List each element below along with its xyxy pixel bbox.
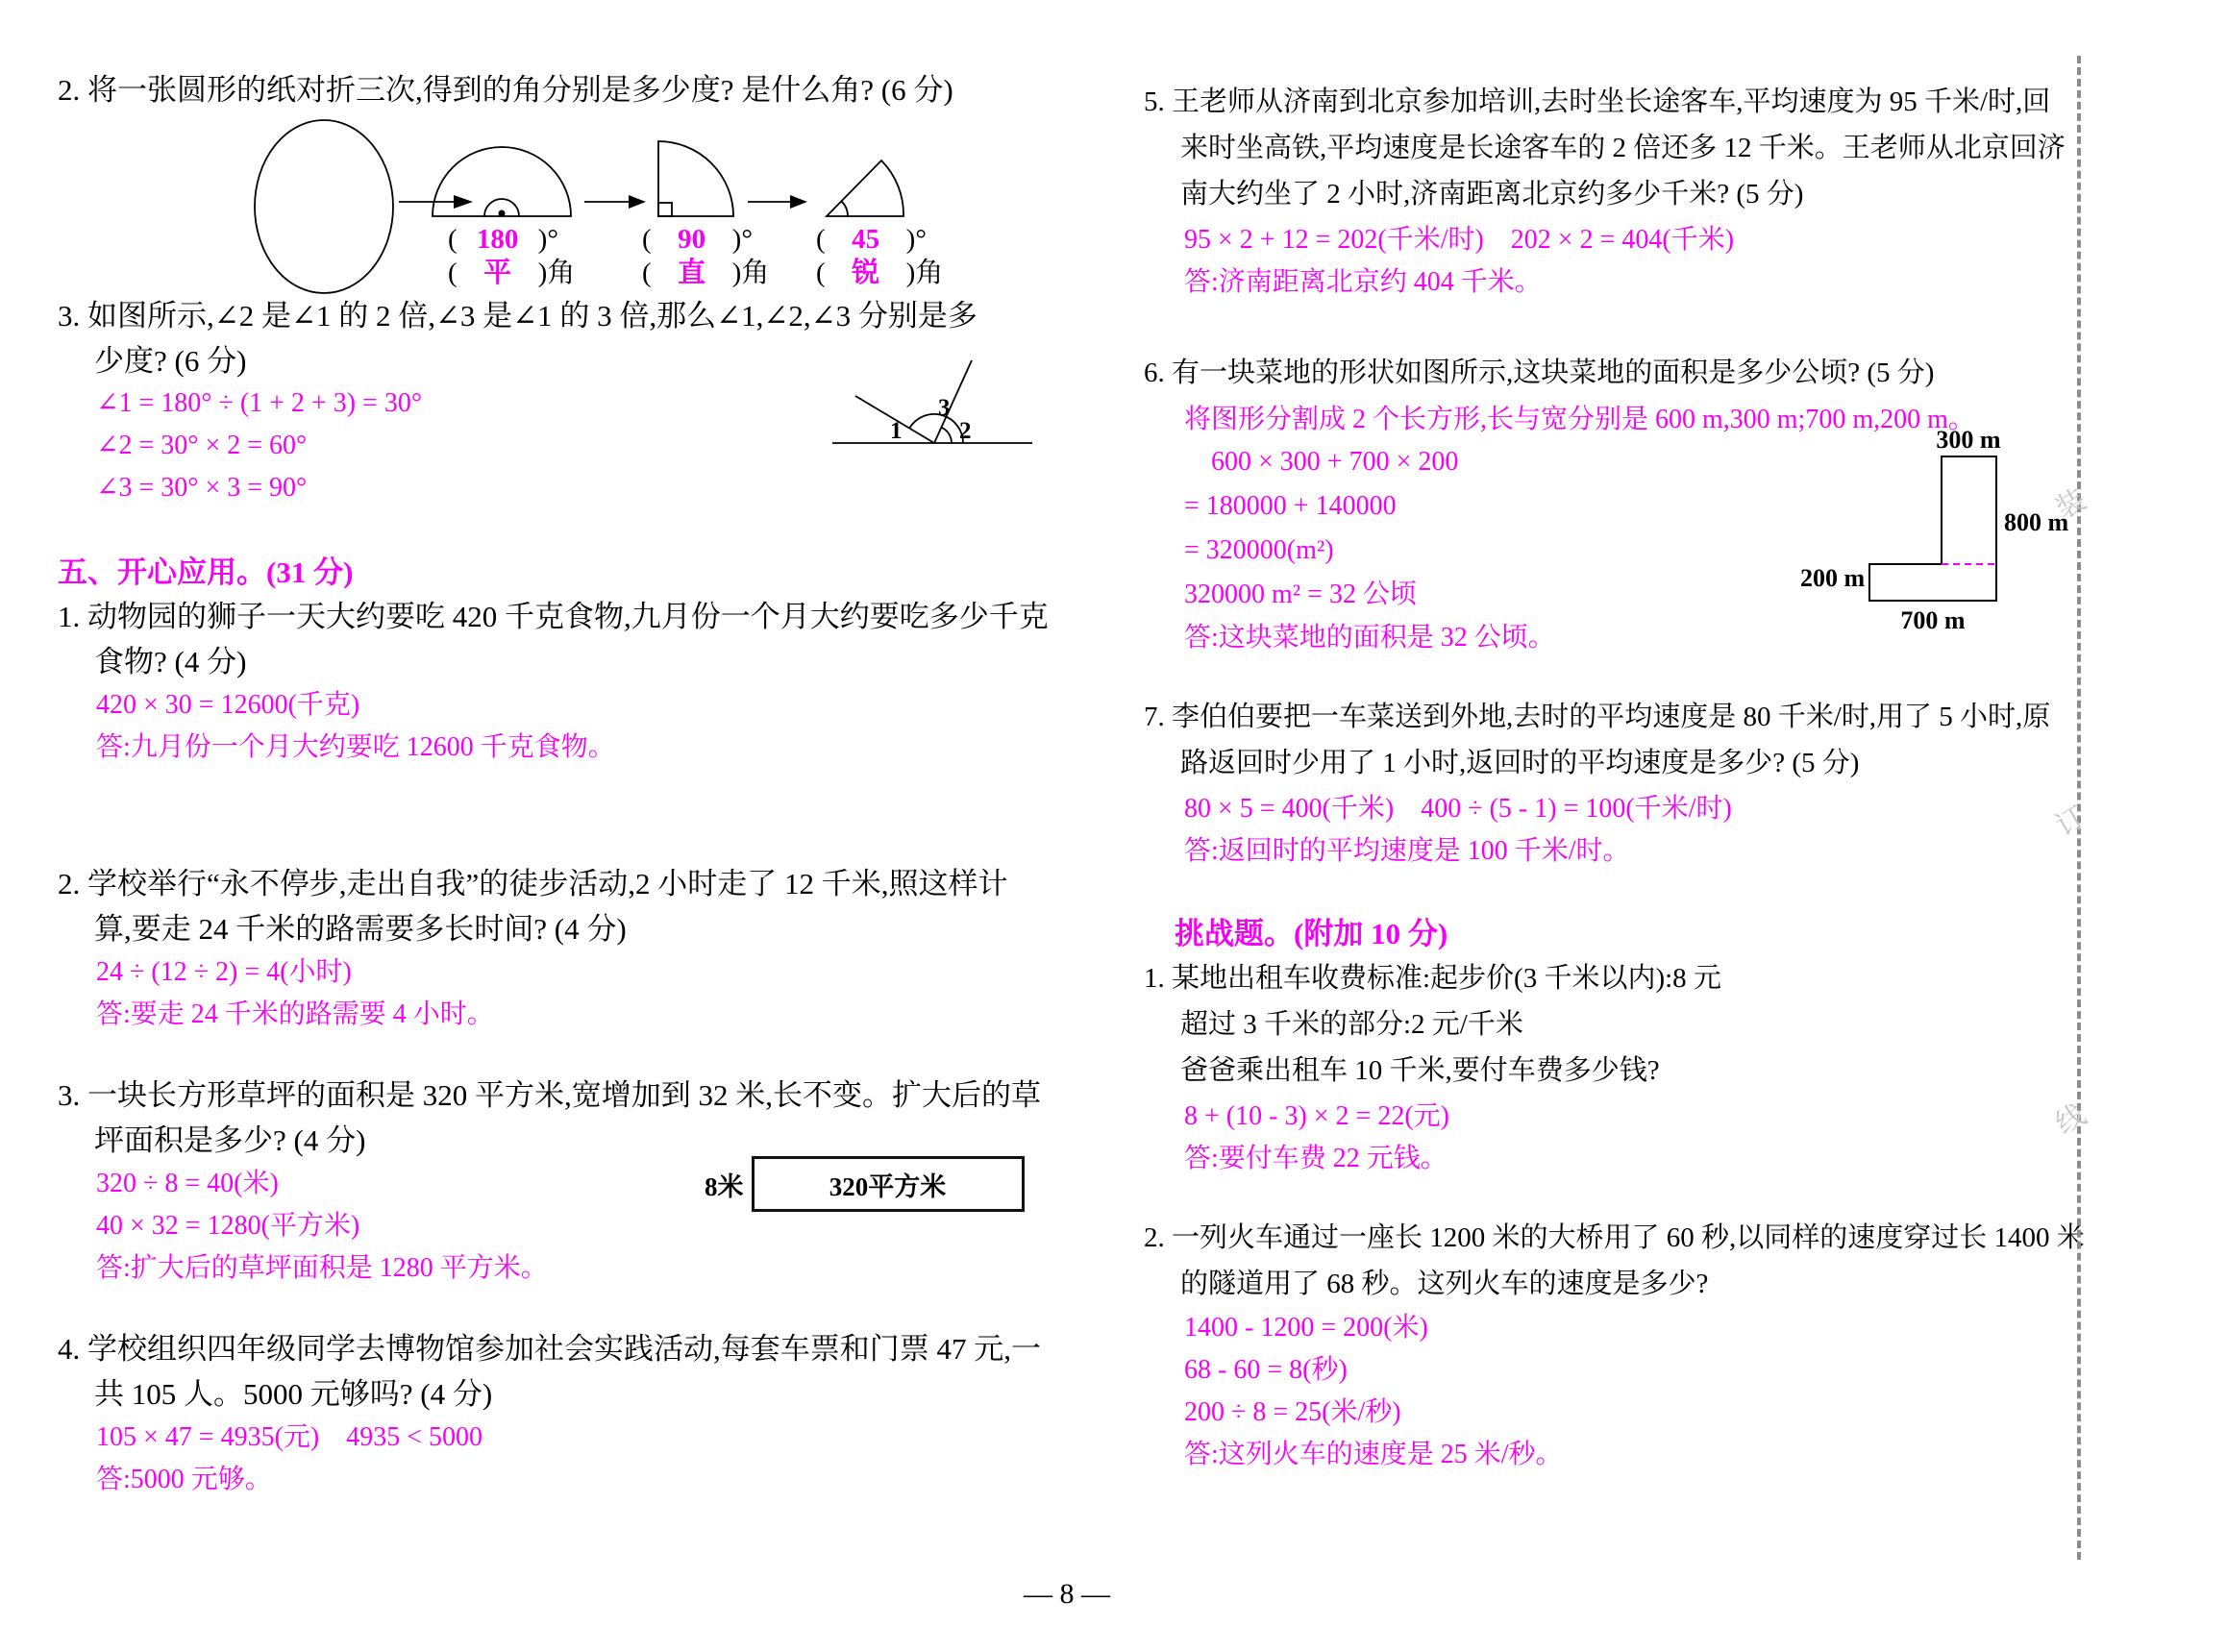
dim-bottom-label: 700 m xyxy=(1900,606,1966,634)
angle-kind: 锐 xyxy=(852,258,880,288)
answer-line: 80 × 5 = 400(千米) 400 ÷ (5 - 1) = 100(千米/时) xyxy=(1184,794,1732,824)
answer-line: 答:这列火车的速度是 25 米/秒。 xyxy=(1184,1440,1563,1469)
quarter-paper xyxy=(658,141,733,216)
answer-line: 将图形分割成 2 个长方形,长与宽分别是 600 m,300 m;700 m,200 m。 xyxy=(1184,405,1975,434)
paren-open: ( xyxy=(816,258,826,288)
fold-figures xyxy=(58,106,971,303)
answer-line: 200 ÷ 8 = 25(米/秒) xyxy=(1184,1397,1401,1427)
question-line: 3. 如图所示,∠2 是∠1 的 2 倍,∠3 是∠1 的 3 倍,那么∠1,∠2,∠3 分别是多 xyxy=(58,299,977,333)
paren-open: ( xyxy=(642,224,652,255)
question-right-6-answer xyxy=(1184,617,1555,659)
question-s5-1-text xyxy=(58,594,1105,684)
challenge-2-answers xyxy=(1184,1307,1563,1476)
angle-label-90 xyxy=(642,223,769,290)
question-right-6-text xyxy=(1144,350,2066,396)
angle-degree-row xyxy=(816,223,943,257)
angle-label-180 xyxy=(448,223,575,290)
question-left-3-answers xyxy=(96,382,422,509)
lawn-rectangle-figure xyxy=(705,1156,1025,1212)
question-right-6-equations xyxy=(1184,440,1458,617)
answer-line: 420 × 30 = 12600(千克) xyxy=(96,690,360,720)
question-s5-4-text xyxy=(58,1326,1105,1417)
angle-1-label: 1 xyxy=(890,418,903,444)
angle-3-label: 3 xyxy=(938,395,951,421)
question-line: 来时坐高铁,平均速度是长途客车的 2 倍还多 12 千米。王老师从北京回济 xyxy=(1180,133,2066,163)
paren-close: ) xyxy=(537,224,548,255)
angle-kind: 平 xyxy=(483,258,512,288)
question-line: 食物? (4 分) xyxy=(94,645,247,678)
answer-line: ∠2 = 30° × 2 = 60° xyxy=(96,431,308,460)
rect-width-label: 8米 xyxy=(705,1171,744,1201)
answer-line: 答:5000 元够。 xyxy=(96,1465,272,1494)
answer-line: 答:要付车费 22 元钱。 xyxy=(1184,1144,1448,1173)
answer-line: 8 + (10 - 3) × 2 = 22(元) xyxy=(1184,1101,1449,1131)
paren-close: ) xyxy=(731,258,742,288)
question-line: 2. 将一张圆形的纸对折三次,得到的角分别是多少度? 是什么角? (6 分) xyxy=(58,73,953,107)
rect-area-label: 320平方米 xyxy=(829,1171,947,1201)
angle-kind: 直 xyxy=(678,258,706,288)
dim-left-label: 200 m xyxy=(1800,564,1866,592)
question-line: 超过 3 千米的部分:2 元/千米 xyxy=(1180,1009,1523,1040)
answer-line: 24 ÷ (12 ÷ 2) = 4(小时) xyxy=(96,957,352,987)
answer-line: ∠3 = 30° × 3 = 90° xyxy=(96,473,308,503)
challenge-2-text xyxy=(1144,1215,2085,1307)
question-line: 5. 王老师从济南到北京参加培训,去时坐长途客车,平均速度为 95 千米/时,回 xyxy=(1144,86,2051,117)
angle-rays-diagram xyxy=(829,352,1040,459)
paren-open: ( xyxy=(448,258,458,288)
angle-degree-row xyxy=(642,223,769,257)
question-line: 1. 某地出租车收费标准:起步价(3 千米以内):8 元 xyxy=(1144,963,1721,994)
dim-right-label: 800 m xyxy=(2004,508,2069,536)
sector-paper xyxy=(827,160,903,216)
answer-line: 答:这块菜地的面积是 32 公顷。 xyxy=(1184,623,1555,653)
paren-open: ( xyxy=(816,224,826,255)
degree-sign: ° xyxy=(915,224,927,255)
binding-mark-xian: 线 xyxy=(2050,1098,2091,1141)
angle-value: 45 xyxy=(852,224,880,255)
question-right-7-text xyxy=(1144,694,2066,786)
question-right-5-text xyxy=(1144,79,2066,217)
dim-top-label: 300 m xyxy=(1936,426,2001,454)
equation-line: 320000 m² = 32 公顷 xyxy=(1184,579,1417,609)
answer-line: 答:返回时的平均速度是 100 千米/时。 xyxy=(1184,836,1630,866)
paren-open: ( xyxy=(448,224,458,255)
answer-line: ∠1 = 180° ÷ (1 + 2 + 3) = 30° xyxy=(96,388,423,418)
angle-kind-row xyxy=(642,257,769,290)
answer-line: 答:济南距离北京约 404 千米。 xyxy=(1184,267,1542,297)
question-s5-4-answers xyxy=(96,1417,483,1501)
answer-line: 95 × 2 + 12 = 202(千米/时) 202 × 2 = 404(千米) xyxy=(1184,225,1735,255)
paren-close: ) xyxy=(905,258,916,288)
rect-area-box xyxy=(752,1156,1025,1212)
circle-paper xyxy=(255,120,393,293)
l-shape-field-figure xyxy=(1793,423,2071,649)
challenge-section-title: 挑战题。(附加 10 分) xyxy=(1175,917,1448,950)
binding-mark-ding: 订 xyxy=(2050,801,2091,843)
question-line: 少度? (6 分) xyxy=(94,344,247,378)
answer-line: 40 × 32 = 1280(平方米) xyxy=(96,1211,360,1241)
section-5-title: 五、开心应用。(31 分) xyxy=(58,555,354,589)
angle-kind-row xyxy=(816,257,943,290)
question-line: 路返回时少用了 1 小时,返回时的平均速度是多少? (5 分) xyxy=(1180,748,1860,778)
question-line: 4. 学校组织四年级同学去博物馆参加社会实践活动,每套车票和门票 47 元,一 xyxy=(58,1332,1041,1366)
answer-line: 答:九月份一个月大约要吃 12600 千克食物。 xyxy=(96,732,615,762)
degree-sign: ° xyxy=(547,224,558,255)
paren-open: ( xyxy=(642,258,652,288)
page-number: — 8 — xyxy=(1024,1578,1110,1610)
equation-line: 600 × 300 + 700 × 200 xyxy=(1211,447,1459,477)
question-line: 爸爸乘出租车 10 千米,要付车费多少钱? xyxy=(1180,1055,1660,1086)
question-line: 共 105 人。5000 元够吗? (4 分) xyxy=(94,1377,493,1411)
equation-line: = 320000(m²) xyxy=(1184,535,1334,565)
question-s5-2-text xyxy=(58,861,1105,951)
paren-close: ) xyxy=(731,224,742,255)
jiao-suffix: 角 xyxy=(915,258,944,288)
question-line: 1. 动物园的狮子一天大约要吃 420 千克食物,九月份一个月大约要吃多少千克 xyxy=(58,600,1049,633)
answer-line: 105 × 47 = 4935(元) 4935 < 5000 xyxy=(96,1422,483,1452)
question-line: 算,要走 24 千米的路需要多长时间? (4 分) xyxy=(94,912,627,946)
answer-line: 答:要走 24 千米的路需要 4 小时。 xyxy=(96,999,494,1029)
question-line: 6. 有一块菜地的形状如图所示,这块菜地的面积是多少公顷? (5 分) xyxy=(1144,358,1935,388)
answer-line: 1400 - 1200 = 200(米) xyxy=(1184,1313,1428,1343)
question-s5-3-text xyxy=(58,1073,1105,1163)
equation-line: = 180000 + 140000 xyxy=(1184,491,1397,521)
question-s5-2-answers xyxy=(96,951,494,1036)
paren-close: ) xyxy=(537,258,548,288)
jiao-suffix: 角 xyxy=(547,258,576,288)
angle-value: 180 xyxy=(476,224,519,255)
question-line: 的隧道用了 68 秒。这列火车的速度是多少? xyxy=(1180,1269,1709,1299)
paren-close: ) xyxy=(905,224,916,255)
question-line: 7. 李伯伯要把一车菜送到外地,去时的平均速度是 80 千米/时,用了 5 小时,原 xyxy=(1144,702,2051,732)
question-right-5-answers xyxy=(1184,219,1734,304)
question-line: 南大约坐了 2 小时,济南距离北京约多少千米? (5 分) xyxy=(1180,179,1804,210)
answer-line: 320 ÷ 8 = 40(米) xyxy=(96,1169,279,1198)
answer-line: 68 - 60 = 8(秒) xyxy=(1184,1355,1348,1385)
question-s5-1-answers xyxy=(96,684,615,769)
question-line: 2. 学校举行“永不停步,走出自我”的徒步活动,2 小时走了 12 千米,照这样计 xyxy=(58,867,1008,900)
angle-label-45 xyxy=(816,223,943,290)
semicircle-paper xyxy=(433,147,571,216)
binding-mark-zhuang: 装 xyxy=(2050,483,2091,526)
angle-value: 90 xyxy=(678,224,706,255)
question-right-7-answers xyxy=(1184,788,1732,873)
angle-kind-row xyxy=(448,257,575,290)
question-line: 3. 一块长方形草坪的面积是 320 平方米,宽增加到 32 米,长不变。扩大后的草 xyxy=(58,1078,1041,1112)
question-line: 坪面积是多少? (4 分) xyxy=(94,1123,366,1157)
angle-degree-row xyxy=(448,223,575,257)
question-s5-3-answers xyxy=(96,1163,548,1290)
angle-2-label: 2 xyxy=(959,418,972,444)
challenge-1-answers xyxy=(1184,1096,1449,1180)
degree-sign: ° xyxy=(741,224,753,255)
question-line: 2. 一列火车通过一座长 1200 米的大桥用了 60 秒,以同样的速度穿过长 1400 米 xyxy=(1144,1222,2085,1253)
jiao-suffix: 角 xyxy=(741,258,770,288)
challenge-1-text xyxy=(1144,955,2066,1094)
answer-line: 答:扩大后的草坪面积是 1280 平方米。 xyxy=(96,1253,548,1283)
